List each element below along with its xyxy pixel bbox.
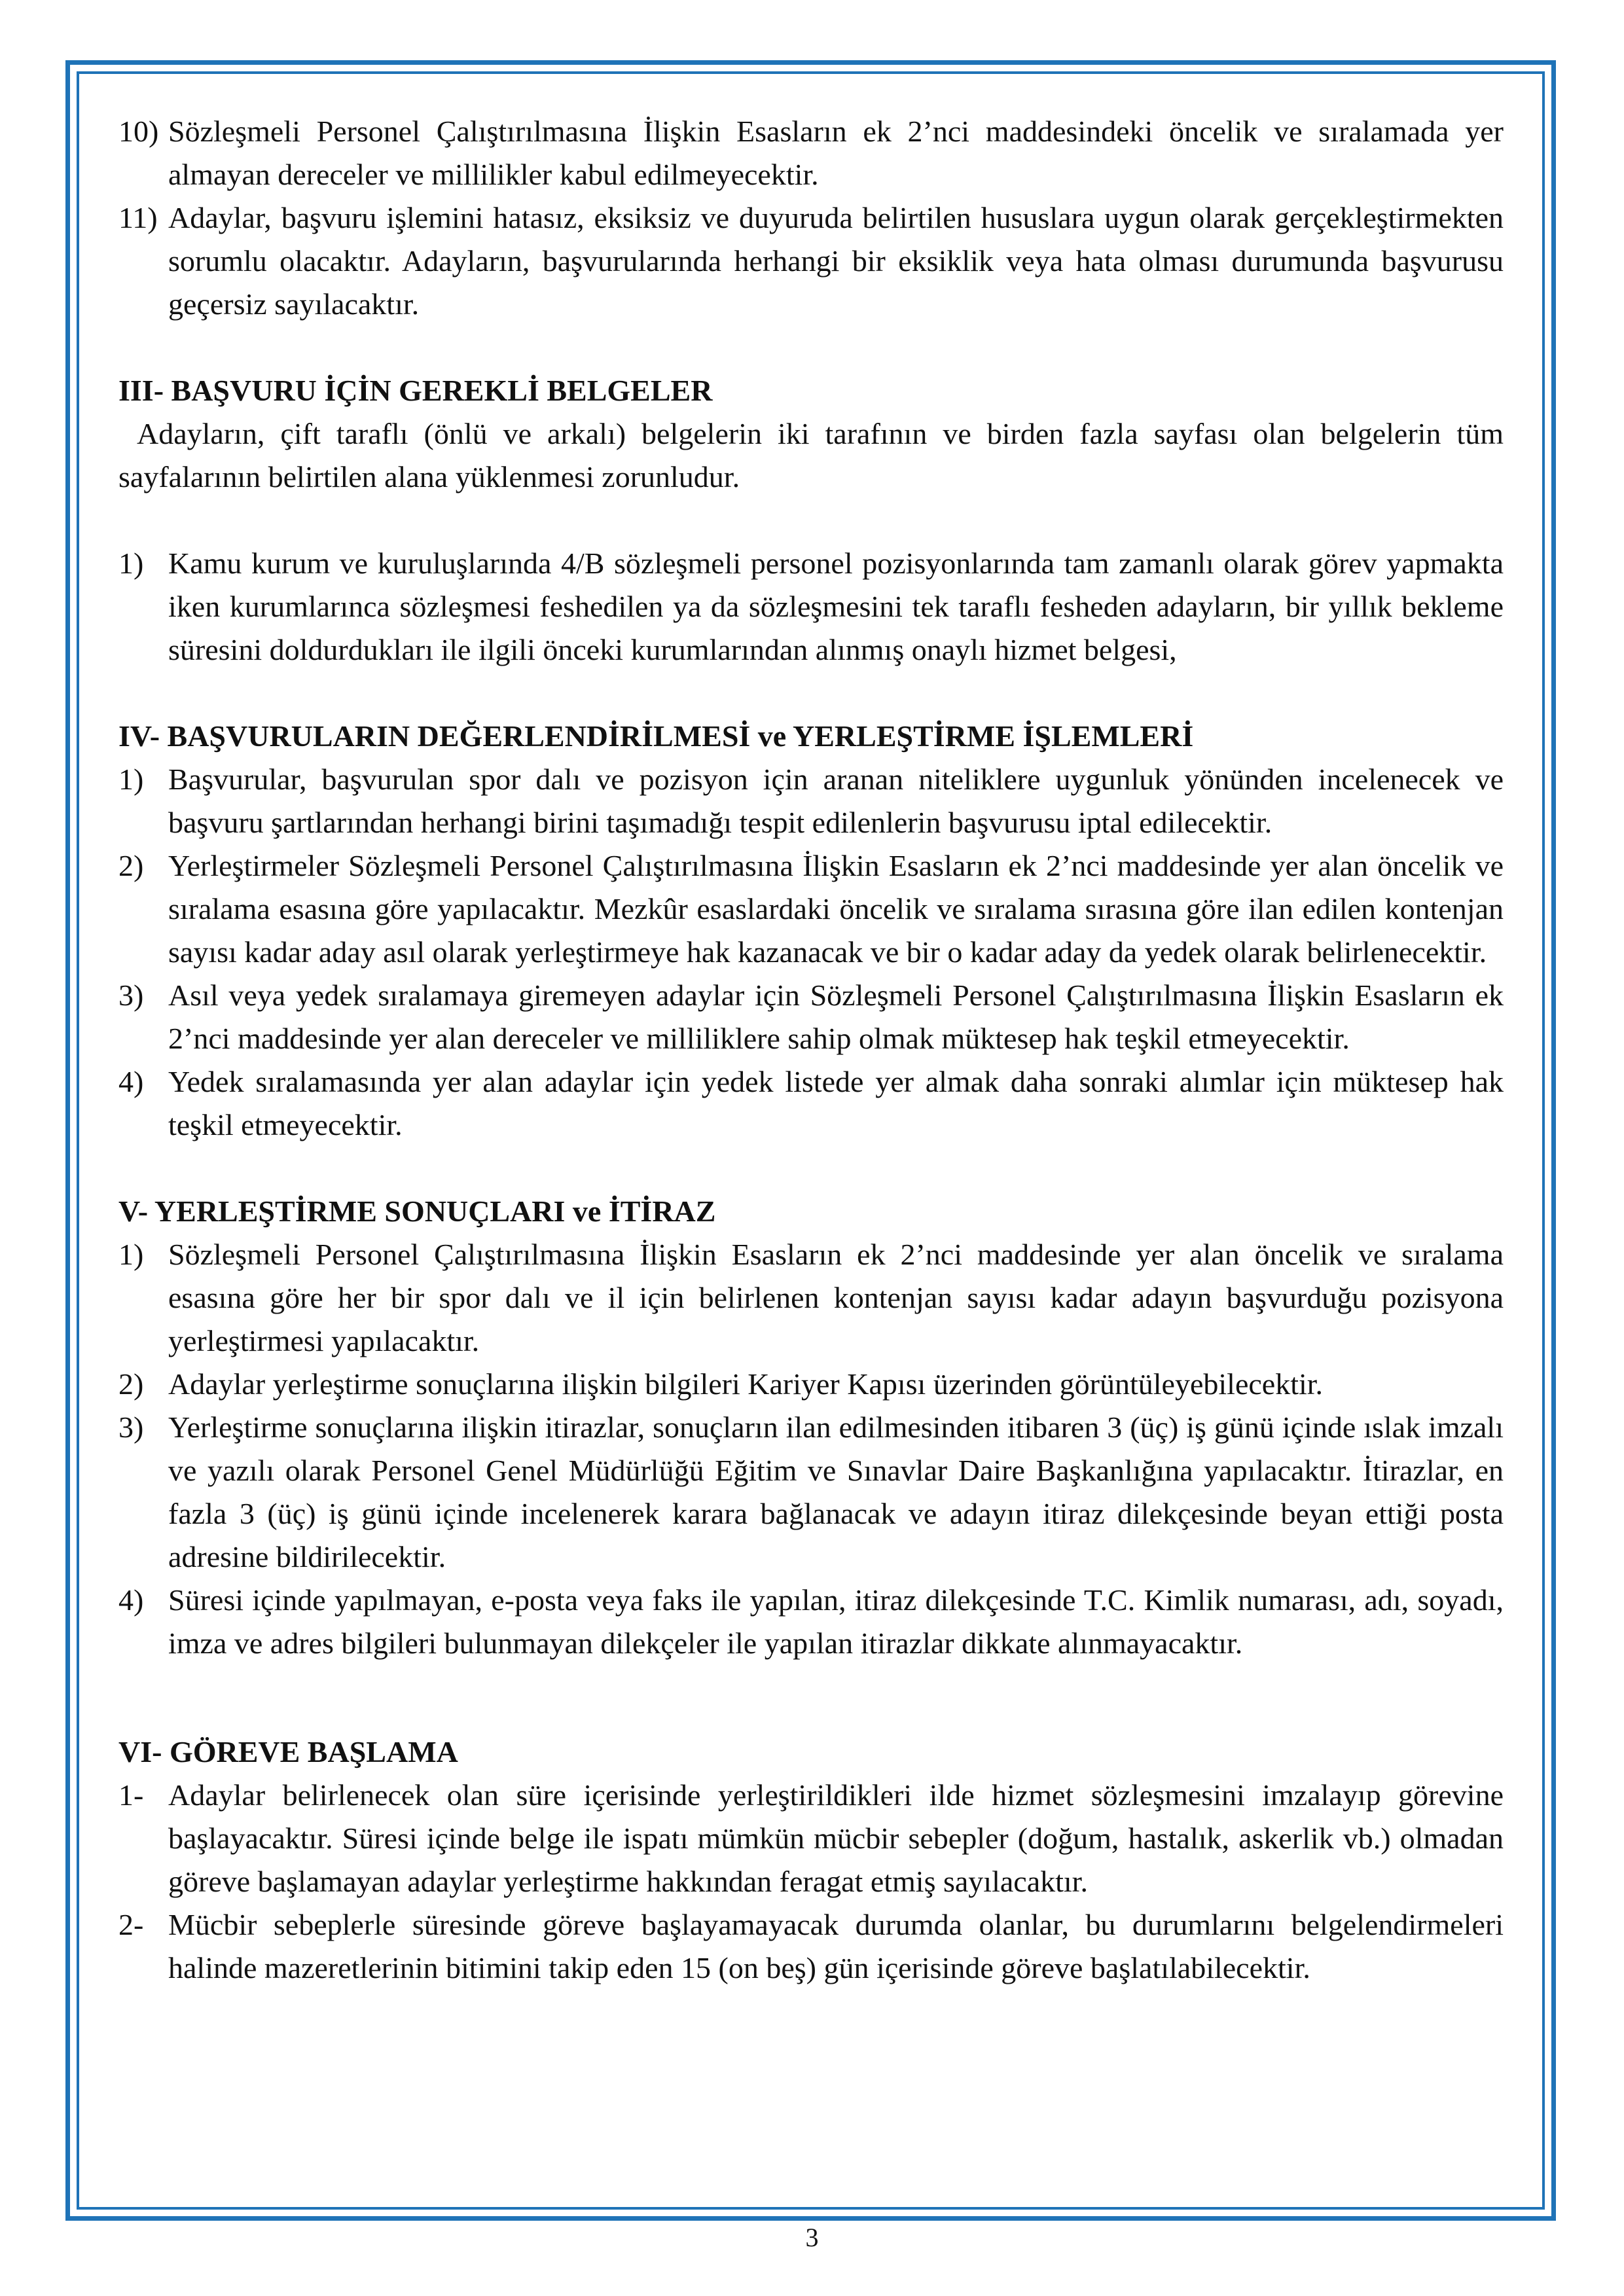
spacer [118, 499, 1504, 542]
item-number: 11) [118, 201, 158, 234]
list-item [118, 1903, 1504, 1990]
list-item [118, 1363, 1504, 1406]
item-text: Süresi içinde yapılmayan, e-posta veya faks ile yapılan, itiraz dilekçesinde T.C. Kimlik numarası, adı, soyadı, imza ve adres bilgileri bulunmayan dilekçeler ile yapılan itirazlar dikkate alınmayacaktır. [168, 1583, 1504, 1660]
item-text: Yerleştirmeler Sözleşmeli Personel Çalıştırılmasına İlişkin Esasların ek 2’nci maddesinde yer alan öncelik ve sıralama esasına göre yapılacaktır. Mezkûr esaslardaki öncelik ve sıralama sırasına göre ilan edilen kontenjan sayısı kadar aday asıl olarak yerleştirmeye hak kazanacak ve bir o kadar aday da yedek olarak belirlenecektir. [168, 849, 1504, 969]
page-number: 3 [805, 2223, 819, 2252]
item-number: 1) [118, 1238, 144, 1271]
list-item [118, 1060, 1504, 1147]
section-heading: V- YERLEŞTİRME SONUÇLARI ve İTİRAZ [118, 1194, 716, 1228]
item-text: Asıl veya yedek sıralamaya giremeyen adaylar için Sözleşmeli Personel Çalıştırılmasına İlişkin Esasların ek 2’nci maddesinde yer alan dereceler ve milliliklere sahip olmak müktesep hak teşkil etmeyecektir. [168, 978, 1504, 1055]
item-text: Başvurular, başvurulan spor dalı ve pozisyon için aranan niteliklere uygunluk yönünden incelenecek ve başvuru şartlarından herhangi birini taşımadığı tespit edilenlerin başvurusu iptal edilecektir. [168, 762, 1504, 839]
section-heading: III- BAŞVURU İÇİN GEREKLİ BELGELER [118, 374, 713, 407]
item-text: Yedek sıralamasında yer alan adaylar için yedek listede yer almak daha sonraki alımlar için müktesep hak teşkil etmeyecektir. [168, 1065, 1504, 1141]
section-heading: VI- GÖREVE BAŞLAMA [118, 1735, 458, 1768]
item-number: 3) [118, 1410, 144, 1444]
list-item [118, 1579, 1504, 1665]
item-text: Adaylar belirlenecek olan süre içerisinde yerleştirildikleri ilde hizmet sözleşmesini imzalayıp görevine başlayacaktır. Süresi içinde belge ile ispatı mümkün mücbir sebepler (doğum, hastalık, askerlik vb.) olmadan göreve başlamayan adaylar yerleştirme hakkından feragat etmiş sayılacaktır. [168, 1778, 1504, 1898]
section-heading: IV- BAŞVURULARIN DEĞERLENDİRİLMESİ ve YERLEŞTİRME İŞLEMLERİ [118, 719, 1194, 753]
item-text: Sözleşmeli Personel Çalıştırılmasına İlişkin Esasların ek 2’nci maddesindeki öncelik ve sıralamada yer almayan dereceler ve millilikler kabul edilmeyecektir. [168, 115, 1504, 191]
item-number: 10) [118, 115, 159, 148]
item-number: 2) [118, 1367, 144, 1401]
list-item [118, 110, 1504, 196]
list-item [118, 542, 1504, 672]
list-item [118, 1233, 1504, 1363]
item-number: 2- [118, 1908, 144, 1941]
list-item [118, 1774, 1504, 1903]
item-text: Mücbir sebeplerle süresinde göreve başlayamayacak durumda olanlar, bu durumlarını belgelendirmeleri halinde mazeretlerinin bitimini takip eden 15 (on beş) gün içerisinde göreve başlatılabilecektir. [168, 1908, 1504, 1984]
list-item [118, 844, 1504, 974]
document-body [118, 110, 1504, 1990]
list-item [118, 758, 1504, 844]
list-item [118, 196, 1504, 326]
list-item [118, 1406, 1504, 1579]
item-text: Adaylar yerleştirme sonuçlarına ilişkin bilgileri Kariyer Kapısı üzerinden görüntüleyebilecektir. [168, 1367, 1324, 1401]
item-number: 1- [118, 1778, 144, 1812]
list-item [118, 974, 1504, 1060]
item-text: Kamu kurum ve kuruluşlarında 4/B sözleşmeli personel pozisyonlarında tam zamanlı olarak görev yapmakta iken kurumlarınca sözleşmesi feshedilen ya da sözleşmesini tek taraflı fesheden adayların, bir yıllık bekleme süresini doldurdukları ile ilgili önceki kurumlarından alınmış onaylı hizmet belgesi, [168, 547, 1504, 666]
item-number: 1) [118, 547, 144, 580]
item-number: 3) [118, 978, 144, 1012]
item-text: Sözleşmeli Personel Çalıştırılmasına İlişkin Esasların ek 2’nci maddesinde yer alan öncelik ve sıralama esasına göre her bir spor dalı ve il için belirlenen kontenjan sayısı kadar adayın başvurduğu pozisyona yerleştirmesi yapılacaktır. [168, 1238, 1504, 1357]
item-text: Yerleştirme sonuçlarına ilişkin itirazlar, sonuçların ilan edilmesinden itibaren 3 (üç) iş günü içinde ıslak imzalı ve yazılı olarak Personel Genel Müdürlüğü Eğitim ve Sınavlar Daire Başkanlığına yapılacaktır. İtirazlar, en fazla 3 (üç) iş günü içinde incelenerek karara bağlanacak ve adayın itiraz dilekçesinde beyan ettiği posta adresine bildirilecektir. [168, 1410, 1504, 1573]
section-intro: Adayların, çift taraflı (önlü ve arkalı) belgelerin iki tarafının ve birden fazla sayfası olan belgelerin tüm sayfalarının belirtilen alana yüklenmesi zorunludur. [118, 417, 1504, 493]
item-number: 4) [118, 1583, 144, 1617]
item-number: 1) [118, 762, 144, 796]
item-number: 4) [118, 1065, 144, 1098]
item-text: Adaylar, başvuru işlemini hatasız, eksiksiz ve duyuruda belirtilen hususlara uygun olarak gerçekleştirmekten sorumlu olacaktır. Adayların, başvurularında herhangi bir eksiklik veya hata olması durumunda başvurusu geçersiz sayılacaktır. [168, 201, 1504, 321]
item-number: 2) [118, 849, 144, 882]
